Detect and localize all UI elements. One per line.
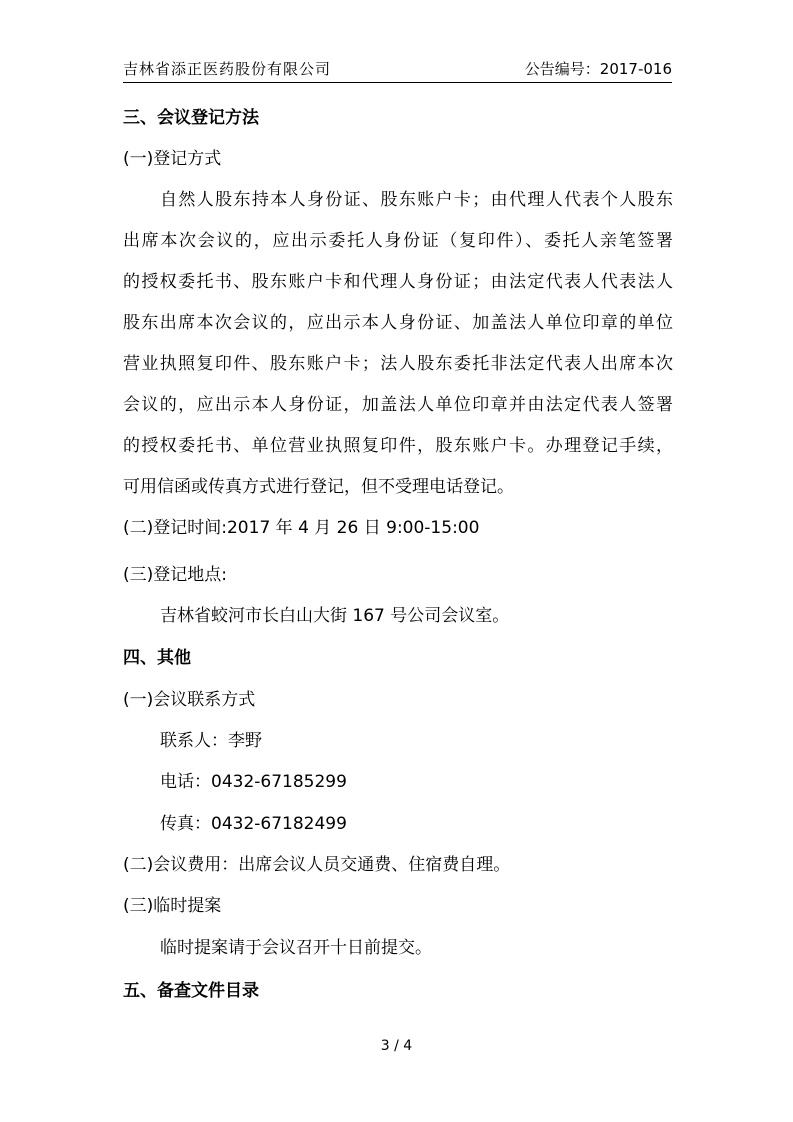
registration-place-subheading: (三)登记地点: [123, 565, 227, 585]
contact-phone: 电话：0432-67185299 [160, 772, 347, 792]
page-number: 3 / 4 [380, 1038, 413, 1054]
company-name: 吉林省添正医药股份有限公司 [123, 60, 332, 78]
registration-method-subheading: (一)登记方式 [123, 149, 222, 169]
announcement-number: 公告编号：2017-016 [524, 60, 672, 78]
registration-time: (二)登记时间:2017 年 4 月 26 日 9:00-15:00 [123, 518, 480, 538]
section-5-heading: 五、备查文件目录 [123, 981, 259, 1001]
paragraph-line: 股东出席本次会议的，应出示本人身份证、加盖法人单位印章的单位 [123, 313, 673, 333]
paragraph-line: 会议的，应出示本人身份证，加盖法人单位印章并由法定代表人签署 [123, 395, 673, 415]
temporary-proposal-text: 临时提案请于会议召开十日前提交。 [160, 938, 432, 958]
meeting-fee: (二)会议费用：出席会议人员交通费、住宿费自理。 [123, 855, 511, 875]
contact-subheading: (一)会议联系方式 [123, 690, 256, 710]
paragraph-line: 的授权委托书、单位营业执照复印件，股东账户卡。办理登记手续， [123, 436, 673, 456]
section-3-heading: 三、会议登记方法 [123, 108, 259, 128]
registration-address: 吉林省蛟河市长白山大街 167 号公司会议室。 [160, 606, 510, 626]
contact-fax: 传真：0432-67182499 [160, 814, 347, 834]
section-4-heading: 四、其他 [123, 648, 191, 668]
paragraph-line: 的授权委托书、股东账户卡和代理人身份证；由法定代表人代表法人 [123, 272, 673, 292]
paragraph-line: 可用信函或传真方式进行登记，但不受理电话登记。 [123, 477, 514, 497]
paragraph-line: 营业执照复印件、股东账户卡；法人股东委托非法定代表人出席本次 [123, 354, 673, 374]
paragraph-line: 出席本次会议的，应出示委托人身份证（复印件）、委托人亲笔签署 [123, 231, 673, 251]
contact-person: 联系人：李野 [160, 731, 262, 751]
page-header [123, 58, 672, 83]
paragraph-line: 自然人股东持本人身份证、股东账户卡；由代理人代表个人股东 [160, 190, 673, 210]
temporary-proposal-subheading: (三)临时提案 [123, 896, 222, 916]
